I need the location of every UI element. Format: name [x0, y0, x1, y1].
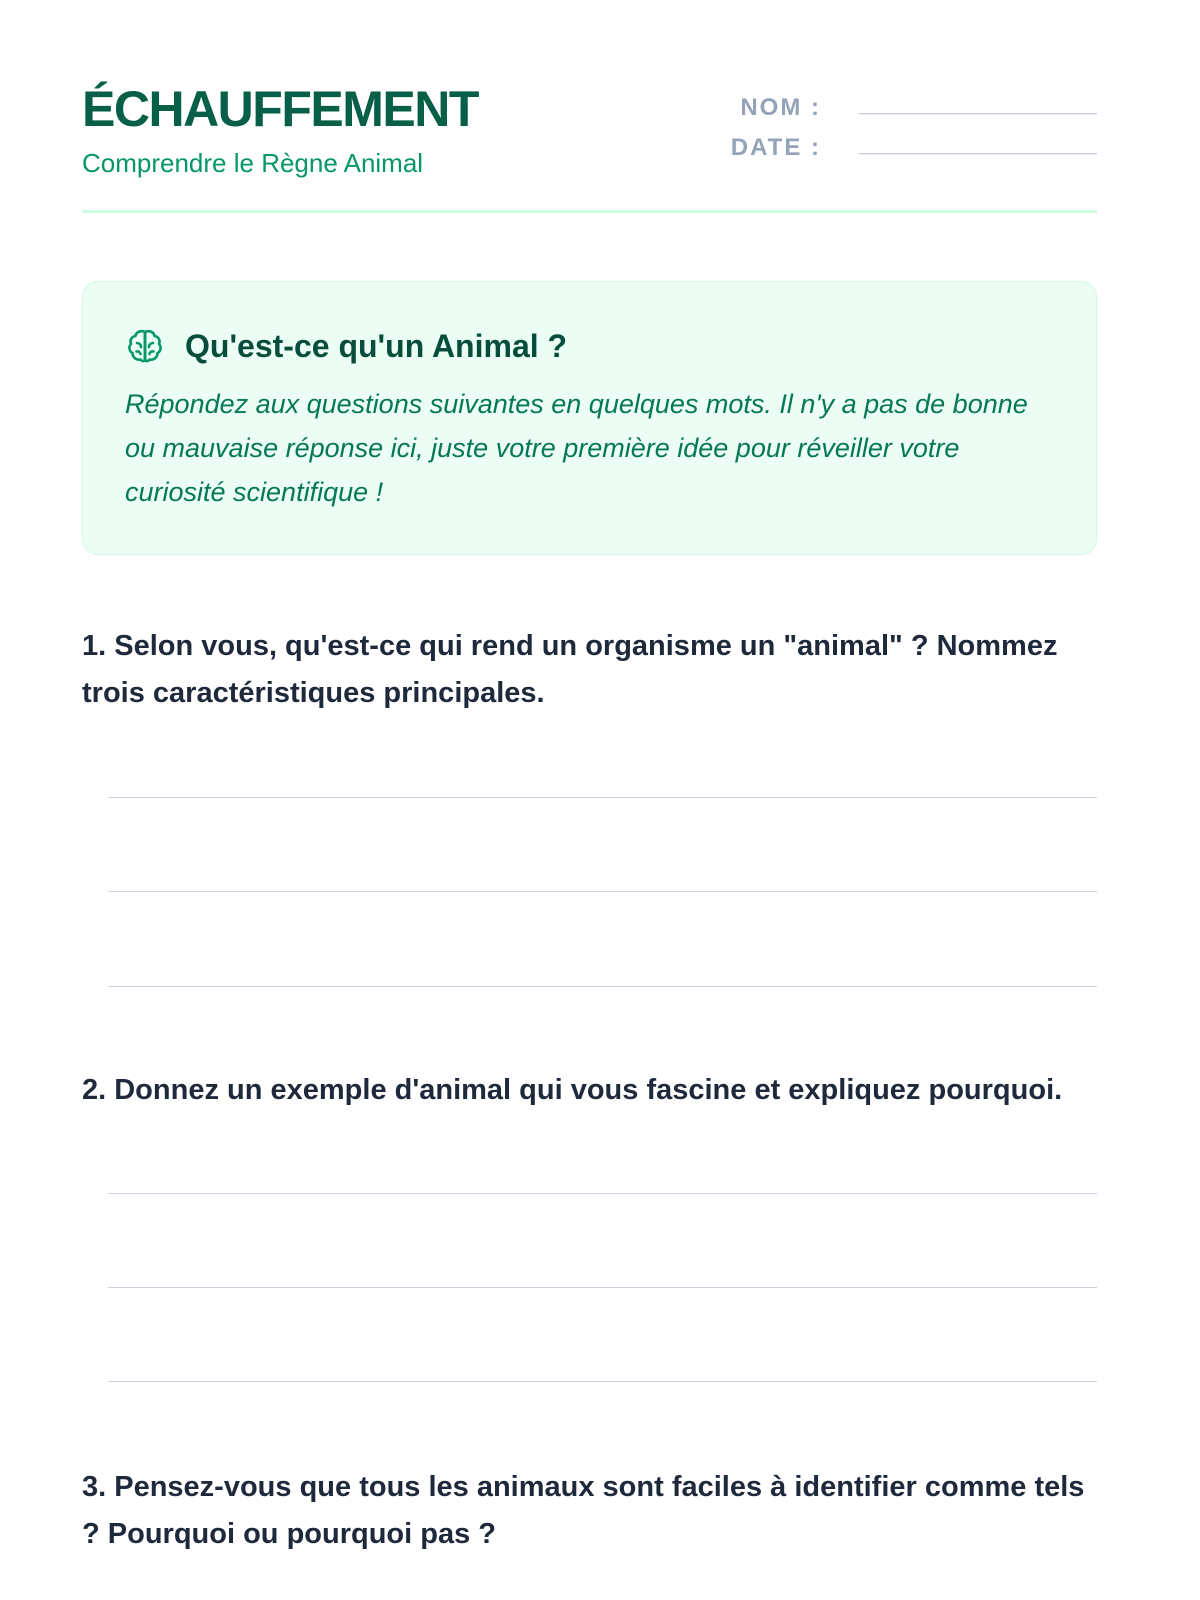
page-title: ÉCHAUFFEMENT: [82, 81, 478, 137]
intro-callout: [82, 281, 1097, 555]
question-2-text: 2. Donnez un exemple d'animal qui vous fascine et expliquez pourquoi.: [82, 1074, 1063, 1106]
answer-line[interactable]: [108, 891, 1097, 892]
worksheet-header: [82, 78, 1097, 213]
answer-line[interactable]: [108, 797, 1097, 798]
callout-title: Qu'est-ce qu'un Animal ?: [185, 327, 568, 364]
callout-instructions: Répondez aux questions suivantes en quelques mots. Il n'y a pas de bonne ou mauvaise réponse ici, juste votre première idée pour réveiller votre curiosité scientifique !: [125, 389, 1028, 507]
page-subtitle: Comprendre le Règne Animal: [82, 148, 424, 178]
name-field[interactable]: ______________________: [858, 94, 1097, 115]
question-3: [82, 1464, 1097, 1558]
date-row: [717, 134, 1097, 174]
answer-line[interactable]: [108, 1193, 1097, 1194]
answer-line[interactable]: [108, 1287, 1097, 1288]
student-info: [717, 94, 1097, 174]
answer-line[interactable]: [108, 1381, 1097, 1382]
name-row: [717, 94, 1097, 134]
brain-icon: [125, 326, 165, 366]
question-1: [82, 623, 1097, 717]
question-3-text: 3. Pensez-vous que tous les animaux sont faciles à identifier comme tels ? Pourquoi ou pourquoi pas ?: [82, 1471, 1085, 1550]
date-label: DATE :: [730, 134, 821, 161]
answer-line[interactable]: [108, 986, 1097, 987]
name-label: NOM :: [740, 94, 821, 121]
question-1-text: 1. Selon vous, qu'est-ce qui rend un organisme un "animal" ? Nommez trois caractéristiques principales.: [82, 630, 1058, 709]
question-2: [82, 1067, 1097, 1114]
callout-header: [125, 326, 567, 366]
date-field[interactable]: ______________________: [858, 134, 1097, 155]
